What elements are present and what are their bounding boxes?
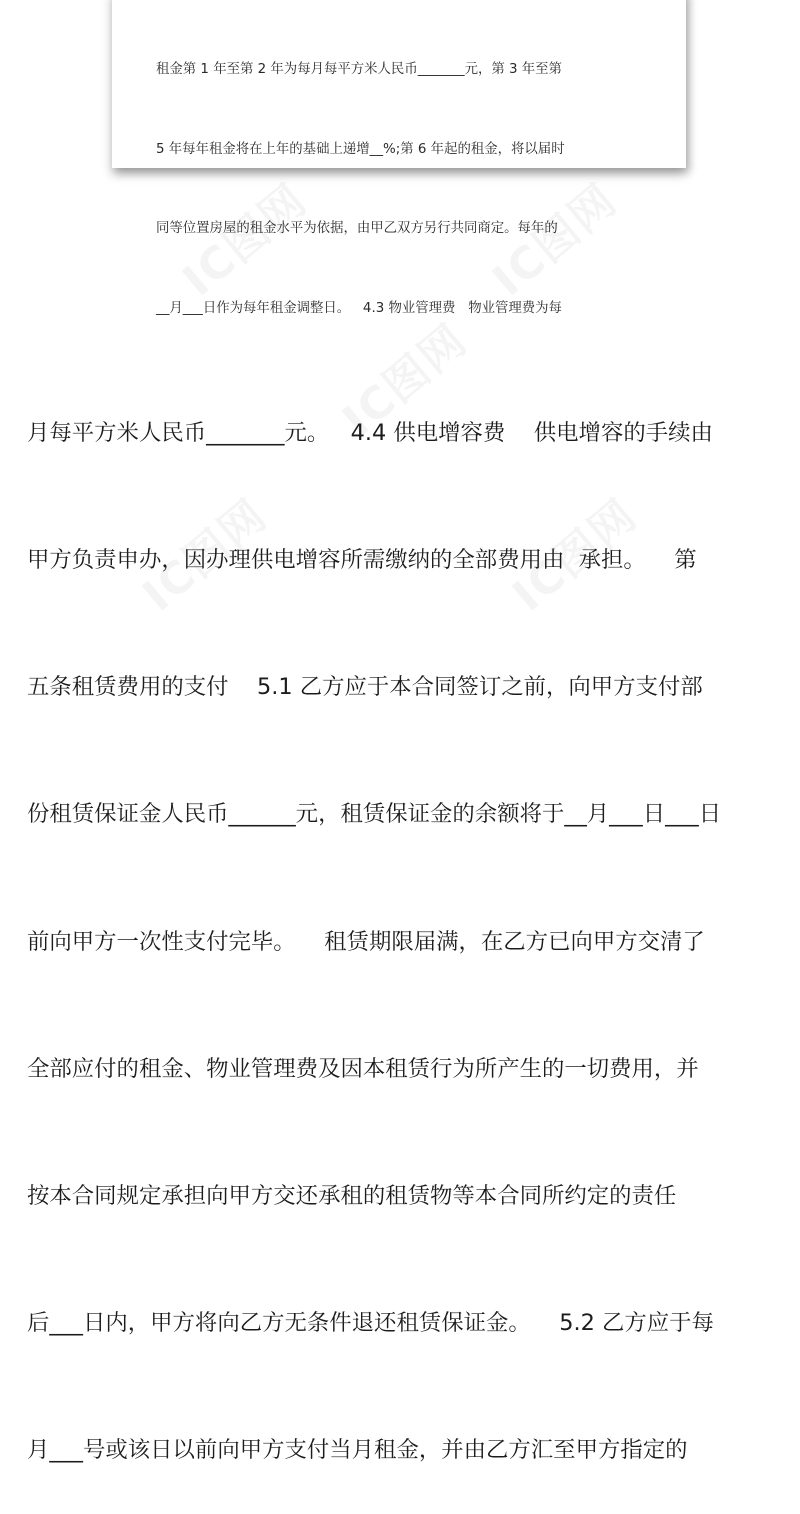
preview-line: 同等位置房屋的租金水平为依据，由甲乙双方另行共同商定。每年的 xyxy=(156,221,558,236)
body-line: 五条租赁费用的支付 5.1 乙方应于本合同签订之前，向甲方支付部 xyxy=(27,674,703,701)
body-line: 月每平方米人民币_______元。 4.4 供电增容费 供电增容的手续由 xyxy=(27,419,713,446)
preview-line: 租金第 1 年至第 2 年为每月每平方米人民币_______元，第 3 年至第 xyxy=(156,62,562,77)
preview-line: 5 年每年租金将在上年的基础上递增__%;第 6 年起的租金，将以届时 xyxy=(156,141,565,157)
body-line: 按本合同规定承担向甲方交还承租的租赁物等本合同所约定的责任 xyxy=(27,1183,677,1210)
body-line: 份租赁保证金人民币______元，租赁保证金的余额将于__月___日___日 xyxy=(27,801,722,828)
preview-line: __月___日作为每年租金调整日。 4.3 物业管理费 物业管理费为每 xyxy=(156,300,562,316)
body-line: 前向甲方一次性支付完毕。 租赁期限届满，在乙方已向甲方交清了 xyxy=(27,928,705,955)
body-line: 甲方负责申办，因办理供电增容所需缴纳的全部费用由 承担。 第 xyxy=(27,547,697,574)
page-preview-card xyxy=(112,0,686,316)
document-body xyxy=(27,327,779,1514)
page-preview-text xyxy=(156,4,646,375)
body-line: 全部应付的租金、物业管理费及因本租赁行为所产生的一切费用，并 xyxy=(27,1055,699,1082)
body-line: 月___号或该日以前向甲方支付当月租金，并由乙方汇至甲方指定的 xyxy=(27,1437,688,1464)
body-line: 后___日内，甲方将向乙方无条件退还租赁保证金。 5.2 乙方应于每 xyxy=(27,1310,714,1337)
